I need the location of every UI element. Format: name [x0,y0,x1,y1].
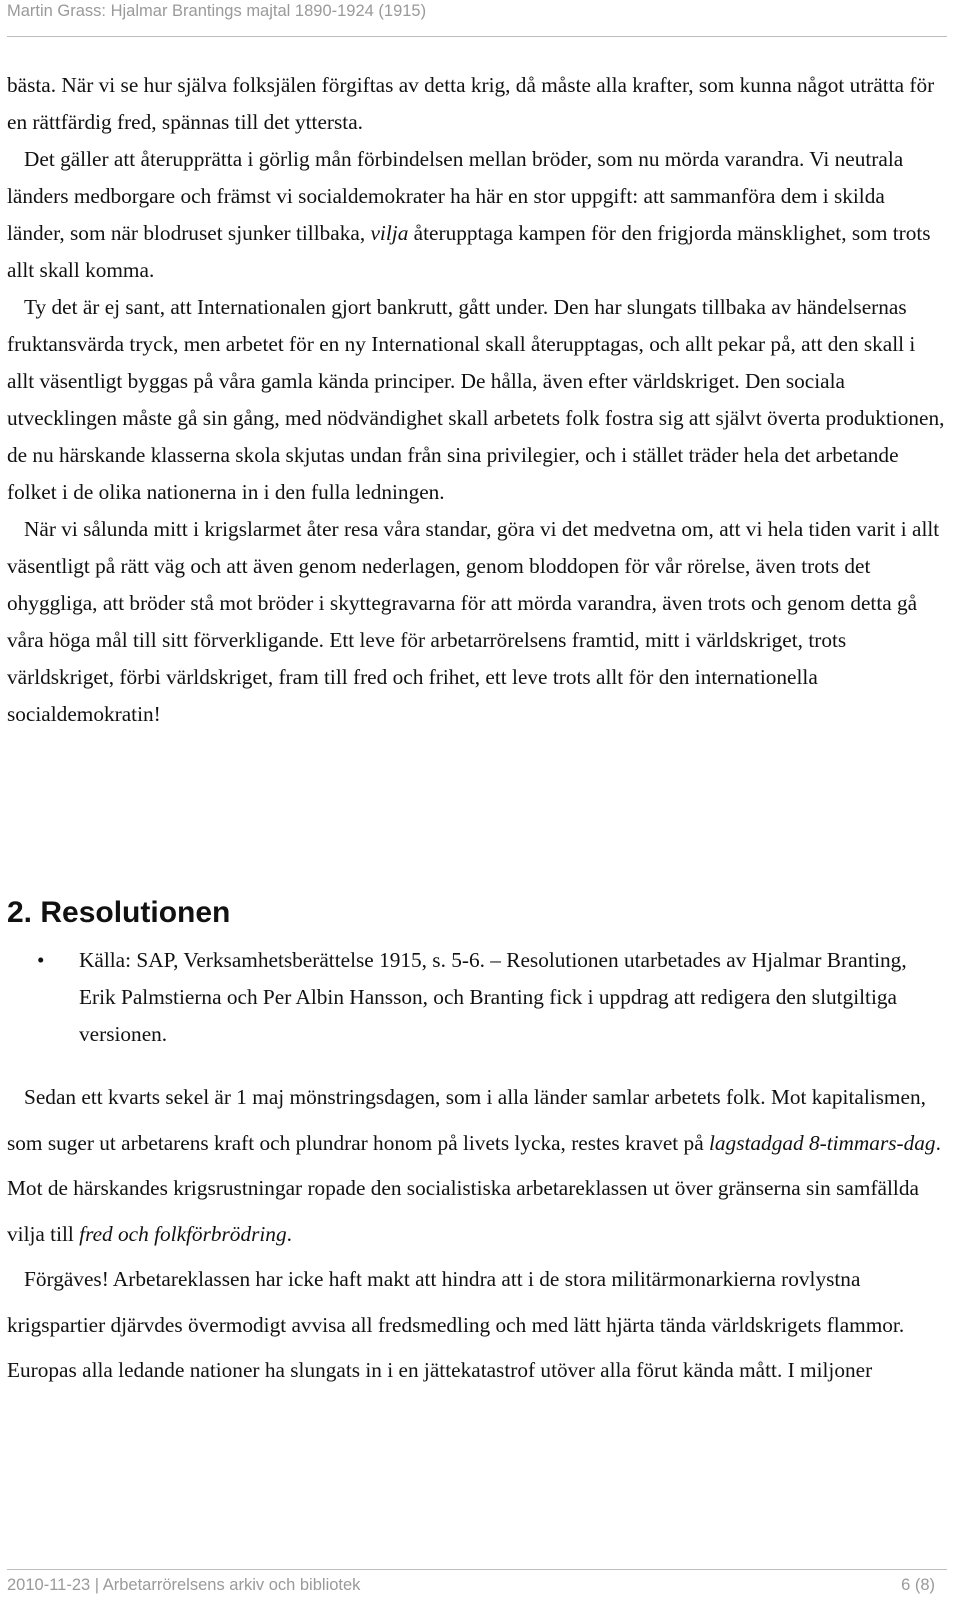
paragraph-text: återupptaga kampen för den frigjorda mänsklighet, som trots allt skall komma. [7,221,931,282]
footer-source: 2010-11-23 | Arbetarrörelsens arkiv och bibliotek [7,1576,361,1594]
paragraph [7,1075,945,1257]
paragraph-text: Det gäller att återupprätta i görlig mån förbindelsen mellan bröder, som nu mörda varandra. Vi neutrala länders medborgare och främst vi socialdemokrater ha här en stor uppgift: att sammanföra dem i skilda länder, som när blodruset sjunker tillbaka, [7,147,904,245]
page-number: 6 (8) [901,1576,935,1594]
header-title: Martin Grass: Hjalmar Brantings majtal 1890-1924 (1915) [7,2,427,20]
paragraph [7,1257,945,1394]
paragraph-text: . Mot de härskandes krigsrustningar ropade den socialistiska arbetareklassen ut över gränserna sin samfällda vilja till [7,1130,941,1246]
emphasis-text: lagstadgad 8-timmars-dag [708,1130,936,1155]
bullet-text: Källa: SAP, Verksamhetsberättelse 1915, s. 5-6. – Resolutionen utarbetades av Hjalmar Branting, Erik Palmstierna och Per Albin Hansson, och Branting fick i uppdrag att redigera den slutgiltiga versionen. [79,948,907,1046]
section-heading: 2. Resolutionen [7,896,231,929]
page-footer [7,1569,947,1596]
speech-text [7,67,945,733]
emphasis-text: fred och folkförbrödring [79,1221,287,1246]
emphasis-text: vilja [370,221,409,245]
bullet-icon: • [37,948,45,972]
paragraph [7,289,945,511]
source-bullet [7,942,945,1053]
paragraph-text: Ty det är ej sant, att Internationalen gjort bankrutt, gått under. Den har slungats tillbaka av händelsernas fruktansvärda tryck, men arbetet för en ny International skall återupptagas, och allt pekar på, att den skall i allt väsentligt byggas på våra gamla kända principer. De hålla, även efter världskriget. Den sociala utvecklingen måste gå sin gång, med nödvändighet skall arbetets folk fostra sig att självt överta produktionen, de nu härskande klasserna skola skjutas undan från sina privilegier, och i stället träder hela det arbetande folket i de olika nationerna in i den fulla ledningen. [7,295,945,504]
page-header [7,0,947,37]
paragraph-text: . [286,1221,292,1246]
paragraph-text: Sedan ett kvarts sekel är 1 maj mönstringsdagen, som i alla länder samlar arbetets folk. Mot kapitalismen, som suger ut arbetarens kraft och plundrar honom på livets lycka, restes kravet på [7,1085,926,1155]
paragraph-text: bästa. När vi se hur själva folksjälen förgiftas av detta krig, då måste alla krafter, som kunna något uträtta för en rättfärdig fred, spännas till det yttersta. [7,73,935,134]
paragraph-text: När vi sålunda mitt i krigslarmet åter resa våra standar, göra vi det medvetna om, att vi hela tiden varit i allt väsentligt på rätt väg och att även genom nederlagen, genom bloddopen för vår rörelse, även trots det ohyggliga, att bröder stå mot bröder i skyttegravarna för att mörda varandra, även trots och genom detta gå våra höga mål till sitt förverkligande. Ett leve för arbetarrörelsens framtid, mitt i världskriget, trots världskriget, förbi världskriget, fram till fred och frihet, ett leve trots allt för den internationella socialdemokratin! [7,517,940,726]
paragraph-text: Förgäves! Arbetareklassen har icke haft makt att hindra att i de stora militärmonarkierna rovlystna krigspartier djärvdes övermodigt avvisa all fredsmedling och med lätt hjärta tända världskrigets flammor. Europas alla ledande nationer ha slungats in i en jättekatastrof utöver alla förut kända mått. I miljoner [7,1267,905,1382]
paragraph [7,67,945,141]
resolution-section [7,888,945,1053]
paragraph [7,511,945,733]
paragraph [7,141,945,289]
resolution-text [7,1075,945,1394]
